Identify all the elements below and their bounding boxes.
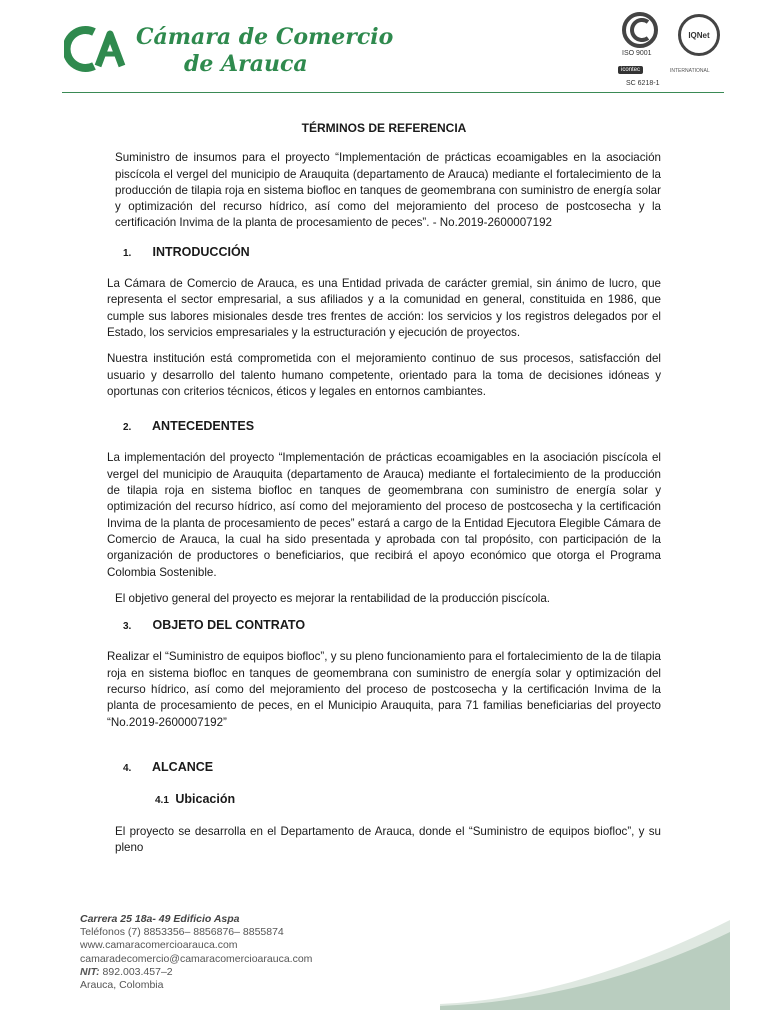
footer-city: Arauca, Colombia	[80, 979, 164, 992]
iso-label: ISO 9001	[622, 50, 652, 57]
section-number: 1.	[123, 247, 132, 259]
footer-nit	[80, 966, 312, 979]
section-number: 4.	[123, 762, 132, 774]
paragraph: Nuestra institución está comprometida con el mejoramiento continuo de sus procesos, satisfacción del usuario y desarrollo del talento humano competente, orientado para la toma de decisiones idóneas y oportunas con criterios técnicos, éticos y legales en entornos cambiantes.	[107, 352, 661, 398]
icontec-sublabel: INTERNATIONAL	[670, 68, 710, 74]
subsection-number: 4.1	[155, 795, 169, 807]
paragraph: Realizar el “Suministro de equipos biofloc”, y su pleno funcionamiento para el fortalecimiento de la de tilapia roja en sistema biofloc en tanques de geomembrana con suministro de energía solar y optimización del recurso hídrico, así como del mejoramiento del proceso de postcosecha y la certificación Invima de la planta de procesamiento de peces, en el Municipio Arauquita, para 71 familias beneficiarias del proyecto “No.2019-2600007192”	[107, 650, 661, 729]
section-heading-introduccion	[107, 244, 661, 262]
section-heading-antecedentes	[107, 418, 661, 436]
nit-value: 892.003.457–2	[99, 965, 173, 978]
organization-name	[136, 24, 393, 78]
organization-name-line2: de Arauca	[184, 51, 308, 77]
footer-phones: Teléfonos (7) 8853356– 8856876– 8855874	[80, 926, 284, 939]
section-heading-alcance	[107, 759, 661, 777]
certificate-code: SC 6218-1	[626, 80, 660, 87]
footer-contact	[80, 913, 312, 992]
icontec-seal-icon	[622, 12, 658, 48]
section-heading-objeto	[107, 617, 661, 635]
section-title: ANTECEDENTES	[152, 419, 255, 434]
letterhead	[0, 0, 770, 95]
certification-badges	[618, 10, 728, 86]
footer-email: camaradecomercio@camaracomercioarauca.com	[80, 952, 313, 965]
footer-address: Carrera 25 18a- 49 Edificio Aspa	[80, 913, 240, 925]
paragraph: La Cámara de Comercio de Arauca, es una Entidad privada de carácter gremial, sin ánimo de lucro, que representa el sector empresarial, a sus afiliados y a la comunidad en general, constituida en 1986, que cumple sus labores misionales desde tres frentes de acción: los servicios y los registros delegados por el Estado, los servicios empresariales y la estructuración y ejecución de proyectos.	[107, 277, 661, 339]
nit-label: NIT:	[80, 965, 100, 978]
intro-paragraph: Suministro de insumos para el proyecto “Implementación de prácticas ecoamigables en la asociación piscícola el vergel del municipio de Arauquita (departamento de Arauca) mediante el fortalecimiento de la producción de tilapia roja en sistema biofloc en tanques de geomembrana con suministro de energía solar y optimización del recurso hídrico, así como del mejoramiento del proceso de postcosecha y la certificación Invima de la planta de procesamiento de peces”. - No.2019-2600007192	[115, 151, 661, 230]
subsection-heading-ubicacion	[107, 791, 661, 809]
section-title: ALCANCE	[152, 759, 214, 774]
subsection-title: Ubicación	[175, 792, 236, 807]
chamber-logo-icon	[64, 26, 128, 72]
section-number: 2.	[123, 422, 132, 434]
header-divider	[62, 92, 724, 93]
section-title: INTRODUCCIÓN	[152, 244, 250, 259]
section-number: 3.	[123, 621, 132, 633]
footer-web: www.camaracomercioarauca.com	[80, 939, 238, 952]
document-body	[107, 120, 661, 856]
organization-name-line1: Cámara de Comercio	[136, 24, 394, 50]
paragraph: La implementación del proyecto “Implementación de prácticas ecoamigables en la asociación piscícola el vergel del municipio de Arauquita (departamento de Arauca) mediante el fortalecimiento de la producción de tilapia roja en sistema biofloc en tanques de geomembrana con suministro de energía solar y optimización del recurso hídrico, así como del mejoramiento del proceso de postcosecha y la certificación Invima de la planta de procesamiento de peces” estará a cargo de la Entidad Ejecutora Elegible Cámara de Comercio de Arauca, la cual ha sido presentada y aprobada con tal propósito, con participación de la organización de productores o beneficiarios, que recibirá el apoyo económico que otorga el Programa Colombia Sostenible.	[107, 451, 661, 579]
footer-wave-decoration	[440, 920, 730, 1010]
paragraph: El proyecto se desarrolla en el Departamento de Arauca, donde el “Suministro de equipos biofloc”, y su pleno	[115, 824, 661, 854]
iqnet-seal: IQNet	[678, 14, 720, 56]
section-title: OBJETO DEL CONTRATO	[152, 618, 306, 633]
document-title: TÉRMINOS DE REFERENCIA	[301, 121, 467, 135]
icontec-label: icontec	[618, 66, 643, 74]
paragraph: El objetivo general del proyecto es mejorar la rentabilidad de la producción piscícola.	[115, 591, 551, 605]
